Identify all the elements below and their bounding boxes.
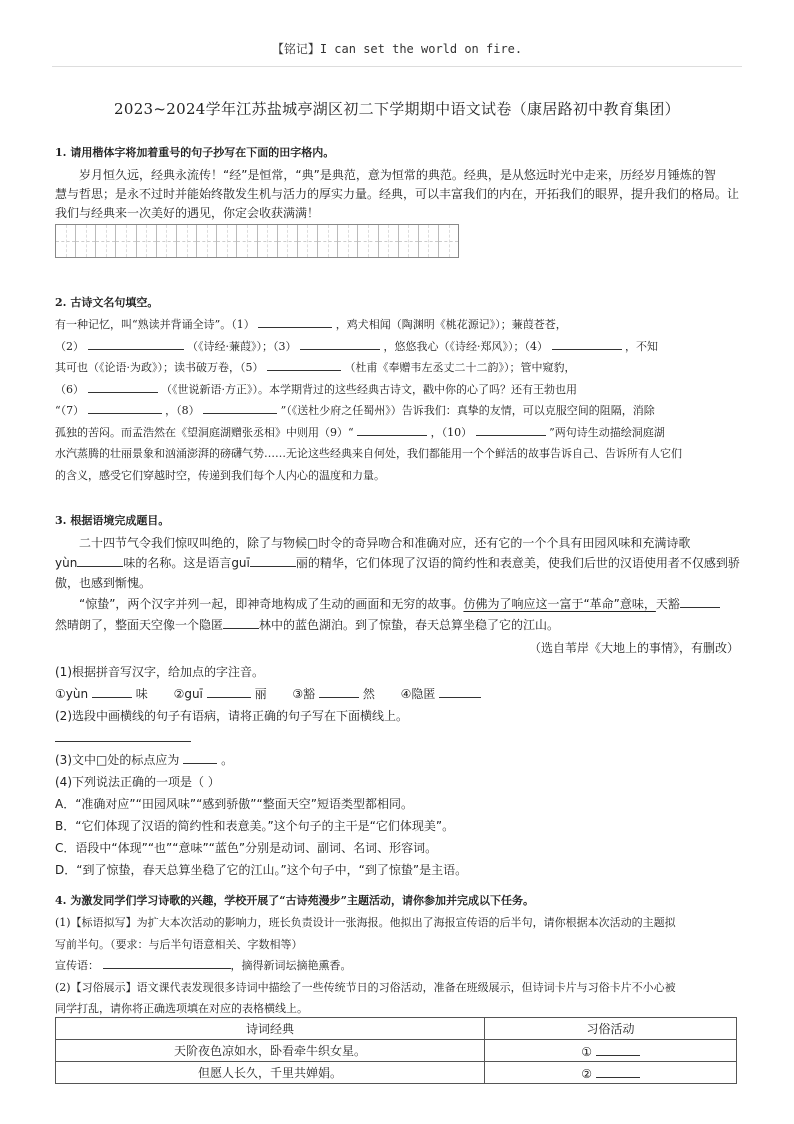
grid-cell[interactable] bbox=[137, 225, 157, 257]
q2-text: （6） bbox=[55, 382, 84, 396]
answer-blank-3[interactable] bbox=[300, 337, 380, 350]
table-row bbox=[56, 1040, 737, 1062]
answer-blank-10[interactable] bbox=[476, 423, 546, 436]
sub-question-1-items: ①yùn 味 ②guī 丽 ③豁 然 ④隐匿 bbox=[55, 683, 745, 705]
column-header-poem: 诗词经典 bbox=[56, 1018, 485, 1040]
grid-cell[interactable] bbox=[399, 225, 419, 257]
task-2-line: 同学打乱，请你将正确选项填在对应的表格横线上。 bbox=[55, 1002, 308, 1015]
grid-cell[interactable] bbox=[96, 225, 116, 257]
q2-text: （2） bbox=[55, 339, 84, 353]
answer-blank-7[interactable] bbox=[88, 401, 162, 414]
q2-text: 有一种记忆，叫“熟读并背诵全诗”。（1） bbox=[55, 318, 255, 331]
question-2 bbox=[55, 294, 745, 486]
answer-line-s2[interactable] bbox=[55, 729, 191, 742]
q3-text: 林中的蓝色湖泊。到了惊蛰，春天总算坐稳了它的江山。 bbox=[259, 618, 560, 632]
grid-cell[interactable] bbox=[439, 225, 458, 257]
answer-blank-gui[interactable] bbox=[250, 554, 296, 567]
sub-question-1: (1)根据拼音写汉字，给加点的字注音。 bbox=[55, 665, 264, 679]
page-title: 2023~2024学年江苏盐城亭湖区初二下学期期中语文试卷（康居路初中教育集团） bbox=[114, 100, 680, 118]
answer-blank-s3[interactable] bbox=[183, 751, 217, 764]
poem-cell: 但愿人长久，千里共婵娟。 bbox=[56, 1062, 485, 1084]
header-motto: 【铭记】I can set the world on fire. bbox=[271, 42, 523, 56]
question-1-heading: 1. 请用楷体字将加着重号的句子抄写在下面的田字格内。 bbox=[55, 146, 335, 159]
option-a[interactable]: A．“准确对应”“田园风味”“感到骄傲”“整面天空”短语类型都相同。 bbox=[55, 797, 413, 811]
poem-cell: 天阶夜色凉如水，卧看牵牛织女星。 bbox=[56, 1040, 485, 1062]
slogan-label: 宣传语： bbox=[55, 959, 99, 972]
custom-cell: ② bbox=[485, 1062, 737, 1084]
task-1-line: (1)【标语拟写】为扩大本次活动的影响力，班长负责设计一张海报。他拟出了海报宣传语的后半句，请你根据本次活动的主题拟 bbox=[55, 916, 676, 929]
pinyin-yun: yùn bbox=[55, 556, 78, 570]
grid-cell[interactable] bbox=[338, 225, 358, 257]
question-4-heading: 4. 为激发同学们学习诗歌的兴趣，学校开展了“古诗苑漫步”主题活动，请你参加并完成以下任务。 bbox=[55, 894, 534, 907]
answer-blank-8[interactable] bbox=[203, 401, 277, 414]
custom-cell: ① bbox=[485, 1040, 737, 1062]
grid-cell[interactable] bbox=[298, 225, 318, 257]
answer-blank-yun[interactable] bbox=[77, 554, 123, 567]
q3-text: 然晴朗了，整面天空像一个隐匿 bbox=[55, 618, 224, 632]
passage-source: （选自苇岸《大地上的事情》，有删改） bbox=[528, 641, 739, 655]
question-4 bbox=[55, 892, 745, 1020]
question-3: 3. 根据语境完成题目。 二十四节气令我们惊叹叫绝的，除了与物候□时令的奇异吻合和准确对应，还有它的一个个具有田园风味和充满诗歌 yùn 味的名称。这是语言guī 丽的精华，它们体现了汉语的简约性和表意美，使我们后世的汉语使用者不仅感到骄 傲，也感到惭愧。 “惊蛰”，两个汉字并列一起，即神奇地构成了生动的画面和无穷的故事。仿佛为了响应这一富于“革命”意味，天豁 然晴朗了，整面天空像一个隐匿 林中的蓝色湖泊。到了惊蛰，春天总算坐稳了它的江山。 （选自苇岸《大地上的事情》，有删改） (1)根据拼音写汉字，给加点的字注音。 ①yùn 味 ②guī 丽 ③豁 然 ④隐匿 (2)选段中画横线的句子有语病，请将正确的句子写在下面横线上。 (3)文中□处的标点应为 。 (4)下列说法正确的一项是（ ） A．“准确对应”“田园风味”“感到骄傲”“整面天空”短语类型都相同。 B．“它们体现了汉语的简约性和表意美。”这个句子的主干是“它们体现美”。 C．语段中“体现”“也”“意味”“蓝色”分别是动词、副词、名词、形容词。 D．“到了惊蛰，春天总算坐稳了它的江山。”这个句子中，“到了惊蛰”是主语。 bbox=[55, 512, 745, 881]
sub-question-3: (3)文中□处的标点应为 bbox=[55, 753, 180, 767]
grid-cell[interactable] bbox=[177, 225, 197, 257]
q3-text: 丽的精华，它们体现了汉语的简约性和表意美，使我们后世的汉语使用者不仅感到骄 bbox=[295, 556, 740, 570]
q2-text: 其可也（《论语·为政》）；读书破万卷，（5） bbox=[55, 361, 264, 374]
q3-text: “惊蛰”，两个汉字并列一起，即神奇地构成了生动的画面和无穷的故事。 bbox=[79, 597, 464, 611]
table-header-row bbox=[56, 1018, 737, 1040]
grid-cell[interactable] bbox=[76, 225, 96, 257]
answer-blank-1[interactable] bbox=[258, 315, 332, 328]
q2-text: ”两句诗生动描绘洞庭湖 bbox=[549, 425, 665, 439]
q3-passage-line: 傲，也感到惭愧。 bbox=[55, 576, 152, 590]
q2-text: ，悠悠我心（《诗经·郑风》）；（4） bbox=[383, 339, 548, 353]
q2-text: 的含义，感受它们穿越时空，传递到我们每个人内心的温度和力量。 bbox=[55, 468, 385, 482]
slogan-answer-blank[interactable] bbox=[103, 956, 231, 969]
answer-blank-9[interactable] bbox=[357, 423, 427, 436]
grid-cell[interactable] bbox=[419, 225, 439, 257]
answer-blank-5[interactable] bbox=[267, 358, 341, 371]
q2-text: 水汽蒸腾的壮丽景象和汹涌澎湃的磅礴气势……无论这些经典来自何处，我们都能用一个个鲜活的故事告诉自己、告诉所有人它们 bbox=[55, 447, 682, 460]
grid-cell[interactable] bbox=[278, 225, 298, 257]
option-c[interactable]: C．语段中“体现”“也”“意味”“蓝色”分别是动词、副词、名词、形容词。 bbox=[55, 841, 438, 855]
tianzige-writing-grid[interactable] bbox=[55, 224, 459, 258]
q2-text: “（7） bbox=[55, 404, 85, 417]
grid-cell[interactable] bbox=[318, 225, 338, 257]
question-2-heading: 2. 古诗文名句填空。 bbox=[55, 296, 159, 309]
q2-text: （《诗经·蒹葭》）；（3） bbox=[187, 339, 297, 353]
q2-text: ，鸡犬相闻（陶渊明《桃花源记》）；蒹葭苍苍， bbox=[335, 318, 567, 331]
answer-blank-huo[interactable] bbox=[680, 595, 720, 608]
sub-question-4: (4)下列说法正确的一项是（ ） bbox=[55, 775, 220, 789]
answer-blank-s1-2[interactable] bbox=[207, 685, 251, 698]
answer-blank-s1-4[interactable] bbox=[439, 685, 481, 698]
task-1-line: 写前半句。（要求：与后半句语意相关、字数相等） bbox=[55, 937, 303, 951]
question-1-passage-line: 慧与哲思；是永不过时并能始终散发生机与活力的厚实力量。经典，可以丰富我们的内在，开拓我们的眼界，提升我们的格局。让 bbox=[55, 187, 740, 201]
grid-cell[interactable] bbox=[358, 225, 378, 257]
q3-text: 味的名称。这是语言guī bbox=[123, 556, 250, 570]
answer-blank-s1-1[interactable] bbox=[92, 685, 132, 698]
option-d[interactable]: D．“到了惊蛰，春天总算坐稳了它的江山。”这个句子中，“到了惊蛰”是主语。 bbox=[55, 863, 468, 877]
q2-text: （《世说新语·方正》）。本学期背过的这些经典古诗文，戳中你的心了吗？还有王勃也用 bbox=[161, 382, 577, 396]
sub-question-2: (2)选段中画横线的句子有语病，请将正确的句子写在下面横线上。 bbox=[55, 709, 409, 723]
q2-text: ，（10） bbox=[430, 425, 473, 439]
slogan-second-half: ，摘得新词坛摘艳熏香。 bbox=[230, 959, 352, 972]
table-row bbox=[56, 1062, 737, 1084]
question-1-passage-line: 岁月恒久远，经典永流传！“经”是恒常，“典”是典范，意为恒常的典范。经典，是从悠远时光中走来，历经岁月锤炼的智 bbox=[79, 168, 716, 182]
q2-text: （杜甫《奉赠韦左丞丈二十二韵》）；管中窥豹， bbox=[344, 361, 576, 374]
grid-cell[interactable] bbox=[56, 225, 76, 257]
grid-cell[interactable] bbox=[217, 225, 237, 257]
q2-text: ，（8） bbox=[165, 404, 200, 417]
underlined-sentence: 仿佛为了响应这一富于“革命”意味， bbox=[463, 597, 656, 611]
grid-cell[interactable] bbox=[116, 225, 136, 257]
answer-blank-6[interactable] bbox=[88, 380, 158, 393]
column-header-custom: 习俗活动 bbox=[485, 1018, 737, 1040]
option-b[interactable]: B．“它们体现了汉语的简约性和表意美。”这个句子的主干是“它们体现美”。 bbox=[55, 819, 455, 833]
custom-answer-blank-1[interactable] bbox=[596, 1043, 640, 1056]
q2-text: ”（《送杜少府之任蜀州》）告诉我们：真挚的友情，可以克服空间的阻隔，消除 bbox=[280, 404, 655, 417]
grid-cell[interactable] bbox=[379, 225, 399, 257]
q3-text: 天豁 bbox=[655, 597, 680, 611]
question-1 bbox=[55, 144, 745, 223]
q3-passage-line: 二十四节气令我们惊叹叫绝的，除了与物候□时令的奇异吻合和准确对应，还有它的一个个具有田园风味和充满诗歌 bbox=[79, 536, 691, 550]
question-3-heading: 3. 根据语境完成题目。 bbox=[55, 514, 170, 527]
poem-custom-table bbox=[55, 1017, 737, 1084]
grid-cell[interactable] bbox=[197, 225, 217, 257]
grid-cell[interactable] bbox=[258, 225, 278, 257]
q2-text: 孤独的苦闷。而孟浩然在《望洞庭湖赠张丞相》中则用（9）“ bbox=[55, 425, 354, 439]
question-1-passage-line: 我们与经典来一次美好的遇见，你定会收获满满！ bbox=[55, 206, 320, 220]
answer-blank-2[interactable] bbox=[88, 337, 184, 350]
answer-blank-ni[interactable] bbox=[223, 616, 259, 629]
grid-cell[interactable] bbox=[237, 225, 257, 257]
header-divider bbox=[52, 66, 742, 67]
answer-blank-4[interactable] bbox=[552, 337, 622, 350]
answer-blank-s1-3[interactable] bbox=[319, 685, 359, 698]
q2-text: ，不知 bbox=[625, 339, 658, 353]
custom-answer-blank-2[interactable] bbox=[596, 1065, 640, 1078]
task-2-line: (2)【习俗展示】语文课代表发现很多诗词中描绘了一些传统节日的习俗活动，准备在班级展示，但诗词卡片与习俗卡片不小心被 bbox=[55, 980, 676, 994]
grid-cell[interactable] bbox=[157, 225, 177, 257]
